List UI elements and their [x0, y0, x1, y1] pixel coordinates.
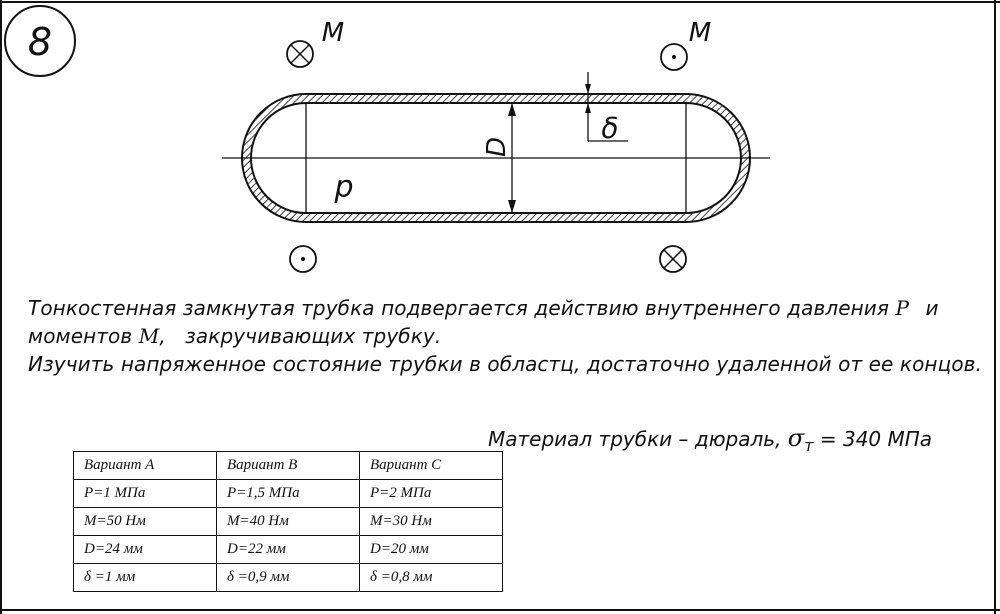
variants-table [73, 451, 503, 592]
pressure-label: p [334, 170, 354, 205]
figure-number-text: 8 [27, 20, 53, 64]
table-cell: P=2 МПа [360, 480, 503, 508]
table-cell: δ =1 мм [74, 564, 217, 592]
table-header-row [74, 452, 503, 480]
task-line-1-end: и [925, 296, 939, 320]
table-cell: D=22 мм [217, 536, 360, 564]
table-cell: δ =0,8 мм [360, 564, 503, 592]
material-value: = 340 МПа [819, 427, 933, 451]
header-variant-a: Вариант А [74, 452, 217, 480]
moment-symbol: M [138, 324, 160, 348]
task-line-3-text: Изучить напряженное состояние трубки в областц, достаточно удаленной от ее концов. [28, 352, 982, 376]
task-line-1 [28, 296, 939, 320]
table-row-pressure [74, 480, 503, 508]
moment-out-icon-bottom-left [290, 246, 316, 272]
moment-in-icon-bottom-right [660, 246, 686, 272]
table-row-moment [74, 508, 503, 536]
moment-in-icon-top-left [287, 41, 313, 67]
table-row-thickness [74, 564, 503, 592]
diameter-dimension [482, 103, 516, 213]
task-line-2-text: моментов [28, 324, 133, 348]
diameter-label: D [482, 136, 512, 158]
sigma-subscript: т [804, 436, 814, 455]
header-variant-c: Вариант C [360, 452, 503, 480]
task-line-1-text: Тонкостенная замкнутая трубка подвергается действию внутреннего давления [28, 296, 890, 320]
table-cell: P=1 МПа [74, 480, 217, 508]
figure-number [5, 6, 75, 76]
sigma-symbol: σ [787, 424, 805, 452]
thickness-dimension [585, 72, 628, 145]
pressure-symbol: P [895, 296, 910, 320]
header-variant-b: Вариант B [217, 452, 360, 480]
table-cell: P=1,5 МПа [217, 480, 360, 508]
material-line [488, 424, 932, 455]
thickness-label: δ [601, 112, 619, 145]
table-row-diameter [74, 536, 503, 564]
moment-out-icon-top-right [661, 44, 687, 70]
table-cell: δ =0,9 мм [217, 564, 360, 592]
table-cell: M=50 Нм [74, 508, 217, 536]
task-line-3 [28, 352, 982, 376]
table-cell: M=30 Нм [360, 508, 503, 536]
table-cell: M=40 Нм [217, 508, 360, 536]
task-line-2 [28, 324, 441, 348]
table-cell: D=24 мм [74, 536, 217, 564]
moment-label-right: M [688, 18, 712, 48]
material-text: Материал трубки – дюраль, [488, 427, 782, 451]
table-cell: D=20 мм [360, 536, 503, 564]
task-line-2-end: , закручивающих трубку. [159, 324, 442, 348]
moment-label-left: M [321, 18, 345, 48]
